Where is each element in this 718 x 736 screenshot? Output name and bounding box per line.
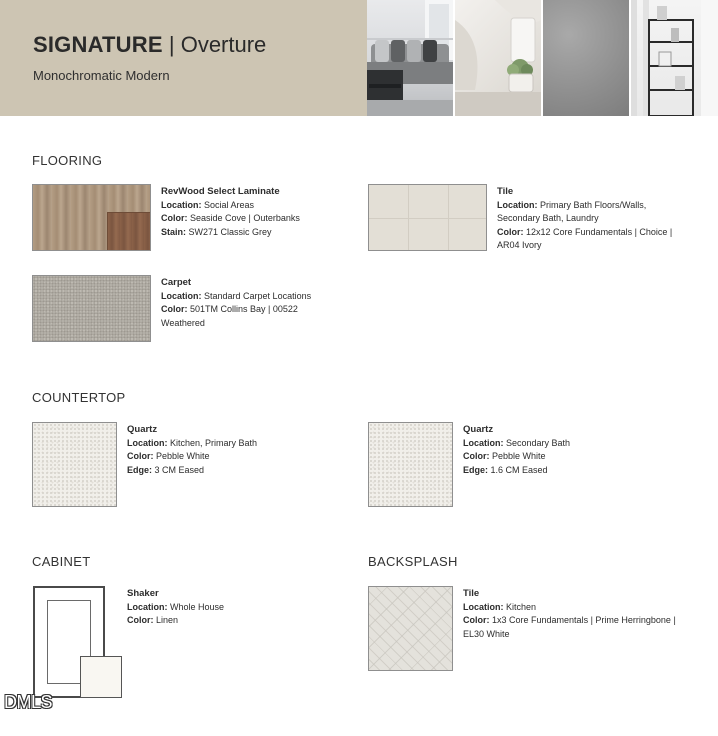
quartz-secondary-swatch	[368, 422, 453, 507]
edge-label: Edge:	[463, 464, 489, 475]
floor-tile-color-cont: AR04 Ivory	[497, 240, 542, 250]
carpet-color: 501TM Collins Bay | 00522	[190, 304, 298, 314]
carpet-color-cont: Weathered	[161, 317, 205, 328]
laminate-name: RevWood Select Laminate	[161, 186, 280, 197]
color-label: Color:	[497, 226, 524, 237]
location-label: Location:	[463, 601, 504, 612]
location-label: Location:	[161, 290, 202, 301]
flooring-heading: FLOORING	[32, 153, 103, 168]
title-separator: |	[168, 32, 175, 57]
cabinet-color: Linen	[156, 615, 179, 625]
cabinet-linen-swatch	[80, 656, 122, 698]
shelf-photo	[631, 0, 718, 116]
laminate-swatch	[32, 184, 151, 251]
carpet-details	[161, 276, 361, 330]
carpet-name: Carpet	[161, 277, 192, 288]
mls-watermark: DMLS	[4, 692, 53, 712]
carpet-swatch	[32, 275, 151, 342]
cabinet-name: Shaker	[127, 588, 159, 599]
quartz-secondary-edge: 1.6 CM Eased	[490, 464, 548, 475]
quartz-kitchen-details	[127, 423, 347, 477]
color-label: Color:	[161, 304, 188, 314]
laminate-color: Seaside Cove | Outerbanks	[190, 213, 300, 223]
collection-tagline: Monochromatic Modern	[33, 68, 170, 83]
color-label: Color:	[161, 213, 188, 223]
floor-tile-swatch	[368, 184, 487, 251]
header-band	[0, 0, 367, 116]
cabinet-details	[127, 587, 347, 628]
countertop-heading: COUNTERTOP	[32, 390, 126, 405]
collection-name: Overture	[180, 32, 267, 57]
decor-plant-photo	[455, 0, 541, 116]
floor-tile-color: 12x12 Core Fundamentals | Choice |	[526, 226, 673, 237]
floor-tile-location: Primary Bath Floors/Walls,	[540, 199, 647, 210]
quartz-secondary-details	[463, 423, 683, 477]
floor-tile-name: Tile	[497, 186, 514, 197]
quartz-secondary-name: Quartz	[463, 424, 494, 435]
laminate-location: Social Areas	[204, 199, 255, 210]
header-banner	[0, 0, 718, 116]
location-label: Location:	[161, 199, 202, 210]
quartz-kitchen-color: Pebble White	[156, 451, 210, 461]
edge-label: Edge:	[127, 464, 153, 475]
plant-vase-icon	[455, 0, 541, 116]
sofa-icon	[367, 0, 453, 116]
living-room-photo	[367, 0, 453, 116]
quartz-kitchen-name: Quartz	[127, 424, 158, 435]
brand-name: SIGNATURE	[33, 32, 163, 57]
backsplash-color: 1x3 Core Fundamentals | Prime Herringbone |	[492, 615, 676, 625]
backsplash-tile-swatch	[368, 586, 453, 671]
carpet-location: Standard Carpet Locations	[204, 290, 312, 301]
quartz-kitchen-edge: 3 CM Eased	[154, 464, 205, 475]
laminate-stain: SW271 Classic Grey	[188, 226, 272, 237]
backsplash-location: Kitchen	[506, 601, 537, 612]
location-label: Location:	[127, 601, 168, 612]
shelf-icon	[631, 0, 718, 116]
cabinet-heading: CABINET	[32, 554, 91, 569]
backsplash-details	[463, 587, 703, 641]
color-label: Color:	[463, 451, 490, 461]
quartz-secondary-color: Pebble White	[492, 451, 546, 461]
laminate-stain-swatch	[107, 212, 150, 250]
location-label: Location:	[463, 437, 504, 448]
quartz-kitchen-swatch	[32, 422, 117, 507]
location-label: Location:	[127, 437, 168, 448]
collection-title	[33, 32, 266, 58]
floor-tile-location-cont: Secondary Bath, Laundry	[497, 213, 599, 223]
color-label: Color:	[463, 615, 490, 625]
location-label: Location:	[497, 199, 538, 210]
color-label: Color:	[127, 451, 154, 461]
backsplash-color-cont: EL30 White	[463, 628, 510, 639]
stain-label: Stain:	[161, 226, 187, 237]
backsplash-heading: BACKSPLASH	[368, 554, 458, 569]
cabinet-location: Whole House	[170, 601, 225, 612]
quartz-secondary-location: Secondary Bath	[506, 437, 571, 448]
floor-tile-details	[497, 185, 712, 253]
concrete-texture-photo	[543, 0, 629, 116]
color-label: Color:	[127, 615, 154, 625]
backsplash-name: Tile	[463, 588, 480, 599]
quartz-kitchen-location: Kitchen, Primary Bath	[170, 437, 258, 448]
laminate-details	[161, 185, 361, 239]
